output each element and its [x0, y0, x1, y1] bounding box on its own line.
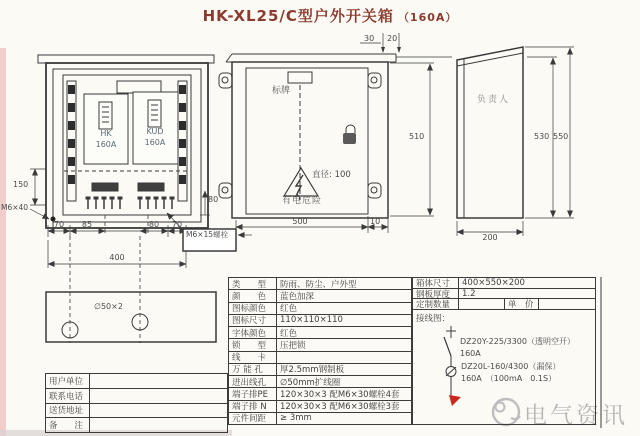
title-rating: （160A）	[397, 11, 458, 24]
dim-70a-label: 70	[53, 220, 65, 229]
left-view-linework	[30, 55, 252, 343]
row-value: 厚2.5mm钢制板	[280, 365, 345, 375]
dim-80-label: 80	[148, 220, 160, 229]
row-label: 元件间距	[229, 413, 277, 424]
row-label: 万 能 孔	[229, 364, 277, 375]
row-value: 红色	[280, 304, 298, 314]
table-row	[229, 400, 411, 412]
bolt-m6x15-label: M6×15螺栓	[186, 230, 229, 239]
row-label: 进出线孔	[229, 376, 277, 387]
watermark-text: 电气资讯	[524, 403, 628, 429]
row-label: 用户单位	[46, 374, 90, 388]
diameter-note-label: 直径: 100	[312, 170, 351, 180]
title-main: HK-XL25/C型户外开关箱	[202, 7, 394, 25]
row-value: 110×110×110	[280, 315, 343, 326]
row-value: 防雨、防尘、户外型	[280, 279, 357, 290]
row-value: 蓝色加深	[280, 291, 315, 302]
row-value	[90, 389, 227, 403]
dim-85-label: 85	[81, 220, 93, 229]
row-label: 箱体尺寸	[413, 278, 459, 288]
unit-price-value	[539, 299, 595, 309]
table-row	[46, 417, 227, 432]
row-value	[90, 404, 227, 418]
table-row	[229, 338, 411, 350]
dim-150-label: 150	[13, 180, 29, 189]
row-value: 1.2	[462, 288, 476, 299]
table-row	[229, 326, 411, 338]
row-label: 定制数量	[413, 299, 459, 309]
danger-label: 有电危险	[282, 196, 323, 206]
row-label: 端子排 N	[229, 401, 277, 412]
info-table	[45, 373, 228, 433]
row-label: 锁 型	[229, 339, 277, 350]
dim-550-label: 550	[553, 132, 569, 141]
breaker2-amp-label: 160A	[144, 138, 166, 147]
row-label: 图标尺寸	[229, 315, 277, 326]
table-row	[229, 302, 411, 314]
row-label: 线 卡	[229, 352, 277, 363]
bolt-m6x40-label: M6×40	[1, 203, 29, 212]
dim-200-label: 200	[482, 233, 498, 242]
table-row	[229, 387, 411, 399]
row-label: 端子排PE	[229, 388, 277, 399]
table-row	[413, 298, 595, 309]
dim-530-label: 530	[534, 132, 550, 141]
row-label: 送货地址	[46, 404, 90, 418]
breaker2-name-label: KUD	[146, 127, 164, 136]
dim-510-label: 510	[409, 132, 425, 141]
table-row	[413, 288, 595, 299]
row-value	[459, 299, 505, 309]
row-value	[90, 374, 227, 388]
unit-price-label: 单 价	[505, 299, 539, 309]
breaker1-amp-label: 160A	[95, 140, 117, 149]
row-value: 红色	[280, 328, 298, 339]
spec-table	[228, 277, 412, 425]
table-row	[229, 375, 411, 387]
owner-label: 负责人	[477, 95, 511, 105]
table-row	[229, 351, 411, 363]
wiring-breaker2-model: DZ20L-160/4300（漏保）	[461, 362, 561, 371]
row-value: 120×30×3 配M6×30螺栓4套	[280, 389, 400, 400]
row-value	[90, 418, 227, 432]
row-value: ≥ 3mm	[280, 413, 312, 424]
row-label: 联系电话	[46, 389, 90, 403]
row-label: 图标颜色	[229, 303, 277, 314]
row-value: ∅50mm扩线圈	[280, 377, 341, 388]
dim-500-label: 500	[292, 217, 308, 226]
wiring-breaker1-model: DZ20Y-225/3300（透明空开）	[460, 337, 575, 346]
row-label: 备 注	[46, 418, 90, 432]
table-row	[229, 363, 411, 375]
padlock-icon	[343, 125, 356, 144]
row-label: 颜 色	[229, 290, 277, 301]
wiring-diagram-cell	[413, 309, 595, 424]
row-value: 压把锁	[280, 340, 306, 351]
row-label: 类 型	[229, 278, 277, 289]
dim-30-label: 30	[364, 34, 375, 43]
dim-70b-label: 70	[171, 220, 183, 229]
table-row	[413, 278, 595, 288]
table-row	[229, 278, 411, 289]
wiring-diagram-label: 接线图：	[416, 314, 451, 325]
dim-20-label: 20	[387, 34, 398, 43]
nameplate-label: 标牌	[272, 86, 291, 96]
table-row	[46, 403, 227, 418]
row-label: 钢板厚度	[413, 289, 459, 299]
dim-10-label: 10	[370, 217, 381, 226]
table-row	[46, 388, 227, 403]
dim-height-80-label: 80	[208, 195, 219, 204]
row-value	[277, 352, 411, 363]
wiring-breaker2-rating: 160A （100mA 0.1S）	[461, 374, 557, 383]
row-value: 400×550×200	[462, 278, 525, 288]
row-label: 字体颜色	[229, 327, 277, 338]
row-value: 120×30×3 配M6×30螺栓3套	[280, 402, 400, 412]
order-table	[412, 277, 596, 425]
front-view-linework	[219, 33, 434, 233]
wiring-breaker1-rating: 160A	[460, 349, 481, 358]
table-row	[46, 374, 227, 388]
table-row	[229, 412, 411, 424]
plate-holes-label: ∅50×2	[94, 302, 123, 311]
table-row	[229, 314, 411, 326]
dim-400-label: 400	[109, 253, 125, 262]
breaker1-name-label: HK	[100, 129, 112, 138]
table-row	[229, 289, 411, 301]
